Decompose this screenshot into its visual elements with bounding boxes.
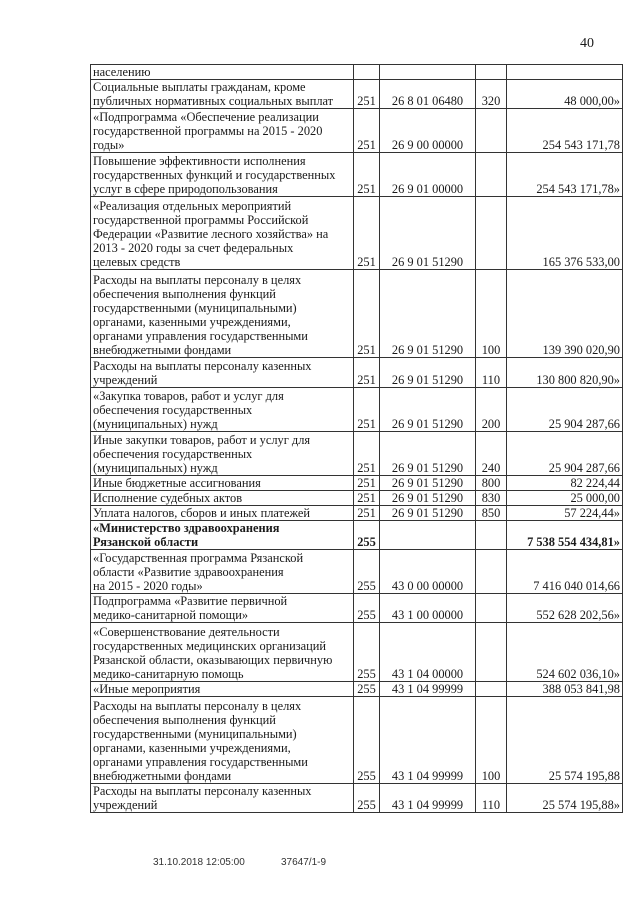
row-expense-type: 320 bbox=[476, 80, 507, 109]
row-name: Расходы на выплаты персоналу в целях обеспечения выполнения функций государственными (муниципальными) органами, казенными учреждениями, органами управления государственными внебюджетными фондами bbox=[91, 697, 354, 784]
row-name: Уплата налогов, сборов и иных платежей bbox=[91, 506, 354, 521]
row-name: «Подпрограмма «Обеспечение реализации государственной программы на 2015 - 2020 годы» bbox=[91, 109, 354, 153]
row-amount bbox=[507, 65, 623, 80]
table-row bbox=[91, 65, 623, 80]
row-ved-code: 255 bbox=[354, 550, 380, 594]
row-name: Иные закупки товаров, работ и услуг для обеспечения государственных (муниципальных) нужд bbox=[91, 432, 354, 476]
table-row bbox=[91, 476, 623, 491]
row-name: «Государственная программа Рязанской области «Развитие здравоохранения на 2015 - 2020 годы» bbox=[91, 550, 354, 594]
row-name: «Реализация отдельных мероприятий государственной программы Российской Федерации «Развитие лесного хозяйства» на 2013 - 2020 годы за счет федеральных целевых средств bbox=[91, 197, 354, 270]
row-ved-code: 251 bbox=[354, 432, 380, 476]
row-amount: 25 574 195,88» bbox=[507, 784, 623, 813]
row-name: Социальные выплаты гражданам, кроме публичных нормативных социальных выплат bbox=[91, 80, 354, 109]
row-expense-type bbox=[476, 682, 507, 697]
row-ved-code: 255 bbox=[354, 697, 380, 784]
row-expense-type: 110 bbox=[476, 784, 507, 813]
row-amount: 48 000,00» bbox=[507, 80, 623, 109]
row-target-article: 43 1 00 00000 bbox=[380, 594, 476, 623]
row-amount: 25 904 287,66 bbox=[507, 432, 623, 476]
row-target-article: 43 1 04 99999 bbox=[380, 784, 476, 813]
row-amount: 552 628 202,56» bbox=[507, 594, 623, 623]
table-row bbox=[91, 521, 623, 550]
table-row bbox=[91, 432, 623, 476]
row-amount: 7 538 554 434,81» bbox=[507, 521, 623, 550]
page-number: 40 bbox=[580, 36, 594, 51]
row-ved-code: 251 bbox=[354, 491, 380, 506]
budget-table bbox=[90, 64, 623, 813]
table-row bbox=[91, 623, 623, 682]
row-ved-code: 251 bbox=[354, 388, 380, 432]
row-ved-code: 255 bbox=[354, 594, 380, 623]
row-expense-type bbox=[476, 197, 507, 270]
table-row bbox=[91, 697, 623, 784]
row-target-article: 26 9 01 51290 bbox=[380, 270, 476, 358]
row-amount: 82 224,44 bbox=[507, 476, 623, 491]
row-name: Подпрограмма «Развитие первичной медико-санитарной помощи» bbox=[91, 594, 354, 623]
row-target-article: 26 9 01 51290 bbox=[380, 358, 476, 388]
row-amount: 139 390 020,90 bbox=[507, 270, 623, 358]
row-name: Расходы на выплаты персоналу в целях обеспечения выполнения функций государственными (муниципальными) органами, казенными учреждениями, органами управления государственными внебюджетными фондами bbox=[91, 270, 354, 358]
row-name: Расходы на выплаты персоналу казенных учреждений bbox=[91, 358, 354, 388]
row-target-article: 26 9 01 51290 bbox=[380, 491, 476, 506]
row-expense-type: 200 bbox=[476, 388, 507, 432]
row-name: «Министерство здравоохранения Рязанской области bbox=[91, 521, 354, 550]
row-target-article: 43 1 04 99999 bbox=[380, 682, 476, 697]
row-amount: 130 800 820,90» bbox=[507, 358, 623, 388]
row-expense-type bbox=[476, 521, 507, 550]
row-ved-code: 251 bbox=[354, 109, 380, 153]
row-amount: 25 000,00 bbox=[507, 491, 623, 506]
table-row bbox=[91, 109, 623, 153]
row-expense-type: 800 bbox=[476, 476, 507, 491]
row-target-article: 26 9 01 00000 bbox=[380, 153, 476, 197]
row-amount: 254 543 171,78 bbox=[507, 109, 623, 153]
row-expense-type bbox=[476, 623, 507, 682]
row-target-article: 26 9 00 00000 bbox=[380, 109, 476, 153]
budget-table-body bbox=[91, 65, 623, 813]
table-row bbox=[91, 506, 623, 521]
row-ved-code bbox=[354, 65, 380, 80]
row-ved-code: 255 bbox=[354, 521, 380, 550]
row-target-article bbox=[380, 521, 476, 550]
row-target-article: 26 9 01 51290 bbox=[380, 476, 476, 491]
row-expense-type bbox=[476, 65, 507, 80]
row-amount: 25 904 287,66 bbox=[507, 388, 623, 432]
row-amount: 388 053 841,98 bbox=[507, 682, 623, 697]
row-amount: 524 602 036,10» bbox=[507, 623, 623, 682]
row-ved-code: 251 bbox=[354, 197, 380, 270]
row-ved-code: 255 bbox=[354, 682, 380, 697]
row-name: «Закупка товаров, работ и услуг для обеспечения государственных (муниципальных) нужд bbox=[91, 388, 354, 432]
row-name: Расходы на выплаты персоналу казенных учреждений bbox=[91, 784, 354, 813]
table-row bbox=[91, 682, 623, 697]
footer-code: 37647/1-9 bbox=[281, 857, 327, 868]
table-row bbox=[91, 153, 623, 197]
row-amount: 254 543 171,78» bbox=[507, 153, 623, 197]
row-amount: 57 224,44» bbox=[507, 506, 623, 521]
row-name: «Иные мероприятия bbox=[91, 682, 354, 697]
row-expense-type: 100 bbox=[476, 270, 507, 358]
row-target-article: 26 9 01 51290 bbox=[380, 432, 476, 476]
row-name: населению bbox=[91, 65, 354, 80]
table-row bbox=[91, 270, 623, 358]
row-target-article bbox=[380, 65, 476, 80]
row-expense-type bbox=[476, 153, 507, 197]
row-name: Исполнение судебных актов bbox=[91, 491, 354, 506]
row-ved-code: 255 bbox=[354, 784, 380, 813]
row-ved-code: 255 bbox=[354, 623, 380, 682]
row-expense-type bbox=[476, 109, 507, 153]
row-amount: 25 574 195,88 bbox=[507, 697, 623, 784]
row-target-article: 43 0 00 00000 bbox=[380, 550, 476, 594]
table-row bbox=[91, 491, 623, 506]
row-ved-code: 251 bbox=[354, 270, 380, 358]
row-name: «Совершенствование деятельности государственных медицинских организаций Рязанской области, оказывающих первичную медико-санитарную помощь bbox=[91, 623, 354, 682]
row-expense-type bbox=[476, 550, 507, 594]
table-row bbox=[91, 197, 623, 270]
row-expense-type: 100 bbox=[476, 697, 507, 784]
row-name: Повышение эффективности исполнения государственных функций и государственных услуг в сфере природопользования bbox=[91, 153, 354, 197]
table-row bbox=[91, 358, 623, 388]
row-ved-code: 251 bbox=[354, 358, 380, 388]
row-ved-code: 251 bbox=[354, 476, 380, 491]
row-expense-type: 240 bbox=[476, 432, 507, 476]
row-target-article: 43 1 04 00000 bbox=[380, 623, 476, 682]
row-expense-type bbox=[476, 594, 507, 623]
row-name: Иные бюджетные ассигнования bbox=[91, 476, 354, 491]
row-amount: 7 416 040 014,66 bbox=[507, 550, 623, 594]
row-target-article: 26 9 01 51290 bbox=[380, 388, 476, 432]
table-row bbox=[91, 550, 623, 594]
row-target-article: 26 9 01 51290 bbox=[380, 506, 476, 521]
row-ved-code: 251 bbox=[354, 153, 380, 197]
row-target-article: 43 1 04 99999 bbox=[380, 697, 476, 784]
row-target-article: 26 8 01 06480 bbox=[380, 80, 476, 109]
table-row bbox=[91, 80, 623, 109]
table-row bbox=[91, 784, 623, 813]
table-row bbox=[91, 388, 623, 432]
footer-date: 31.10.2018 12:05:00 bbox=[153, 857, 245, 868]
table-row bbox=[91, 594, 623, 623]
row-expense-type: 110 bbox=[476, 358, 507, 388]
row-ved-code: 251 bbox=[354, 506, 380, 521]
row-expense-type: 850 bbox=[476, 506, 507, 521]
row-ved-code: 251 bbox=[354, 80, 380, 109]
row-amount: 165 376 533,00 bbox=[507, 197, 623, 270]
row-expense-type: 830 bbox=[476, 491, 507, 506]
row-target-article: 26 9 01 51290 bbox=[380, 197, 476, 270]
